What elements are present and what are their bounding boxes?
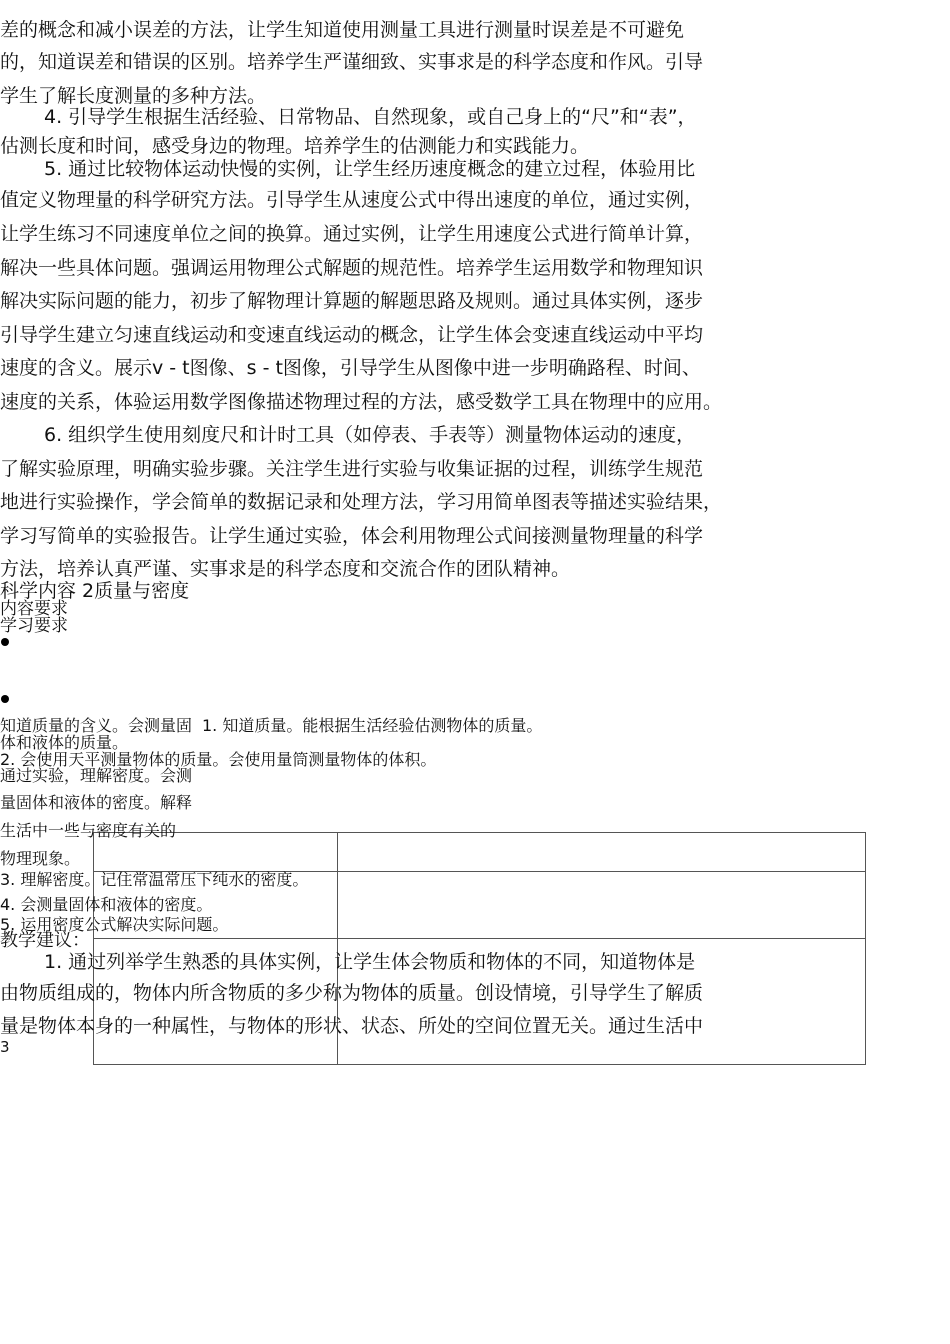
section-title: 科学内容 2质量与密度 (0, 580, 190, 602)
body-line: 的，知道误差和错误的区别。培养学生严谨细致、实事求是的科学态度和作风。引导 (0, 51, 704, 73)
body-line: 4. 引导学生根据生活经验、日常物品、自然现象，或自己身上的“尺”和“表”， (44, 106, 697, 128)
teaching-line: 1. 通过列举学生熟悉的具体实例，让学生体会物质和物体的不同，知道物体是 (44, 951, 696, 973)
body-line: 了解实验原理，明确实验步骤。关注学生进行实验与收集证据的过程，训练学生规范 (0, 458, 704, 480)
body-line: 6. 组织学生使用刻度尺和计时工具（如停表、手表等）测量物体运动的速度， (44, 424, 696, 446)
body-line: 学习写简单的实验报告。让学生通过实验，体会利用物理公式间接测量物理量的科学 (0, 525, 704, 547)
content-req-line: 知道质量的含义。会测量固 (0, 716, 193, 735)
study-req-line: 5. 运用密度公式解决实际问题。 (0, 915, 229, 934)
body-line: 地进行实验操作，学会简单的数据记录和处理方法，学习用简单图表等描述实验结果， (0, 491, 723, 513)
body-line: 速度的关系，体验运用数学图像描述物理过程的方法，感受数学工具在物理中的应用。 (0, 391, 723, 413)
teaching-line: 由物质组成的，物体内所含物质的多少称为物体的质量。创设情境，引导学生了解质 (0, 982, 704, 1004)
page-number: 3 (0, 1038, 10, 1056)
study-req-line: 3. 理解密度。记住常温常压下纯水的密度。 (0, 870, 309, 889)
study-req-line: 1. 知道质量。能根据生活经验估测物体的质量。 (202, 716, 543, 735)
body-line: 解决实际问题的能力，初步了解物理计算题的解题思路及规则。通过具体实例，逐步 (0, 290, 704, 312)
study-req-line: 4. 会测量固体和液体的密度。 (0, 895, 213, 914)
content-req-line: 量固体和液体的密度。解释 (0, 793, 193, 812)
content-req-line: 生活中一些与密度有关的 (0, 821, 177, 840)
body-line: 估测长度和时间，感受身边的物理。培养学生的估测能力和实践能力。 (0, 135, 590, 157)
table-row-divider (93, 938, 865, 939)
content-req-line: 通过实验，理解密度。会测 (0, 766, 193, 785)
teaching-line: 量是物体本身的一种属性，与物体的形状、状态、所处的空间位置无关。通过生活中 (0, 1015, 704, 1037)
body-line: 引导学生建立匀速直线运动和变速直线运动的概念，让学生体会变速直线运动中平均 (0, 324, 704, 346)
body-line: 差的概念和减小误差的方法，让学生知道使用测量工具进行测量时误差是不可避免 (0, 19, 685, 41)
body-line: 让学生练习不同速度单位之间的换算。通过实例，让学生用速度公式进行简单计算， (0, 223, 704, 245)
body-line: 5. 通过比较物体运动快慢的实例，让学生经历速度概念的建立过程，体验用比 (44, 158, 696, 180)
content-req-line: 物理现象。 (0, 849, 81, 868)
bullet-dot (1, 695, 9, 703)
body-line: 速度的含义。展示v - t图像、s - t图像，引导学生从图像中进一步明确路程、时间、 (0, 357, 701, 379)
body-line: 值定义物理量的科学研究方法。引导学生从速度公式中得出速度的单位，通过实例， (0, 189, 704, 211)
column-header-content: 内容要求 (0, 599, 68, 619)
content-req-line: 体和液体的质量。 (0, 733, 129, 752)
bullet-dot (1, 638, 9, 646)
column-header-study: 学习要求 (0, 616, 68, 636)
body-line: 方法，培养认真严谨、实事求是的科学态度和交流合作的团队精神。 (0, 558, 571, 580)
teaching-heading: 教学建议： (0, 930, 90, 951)
body-line: 解决一些具体问题。强调运用物理公式解题的规范性。培养学生运用数学和物理知识 (0, 257, 704, 279)
study-req-line: 2. 会使用天平测量物体的质量。会使用量筒测量物体的体积。 (0, 750, 437, 769)
body-line: 学生了解长度测量的多种方法。 (0, 85, 267, 107)
